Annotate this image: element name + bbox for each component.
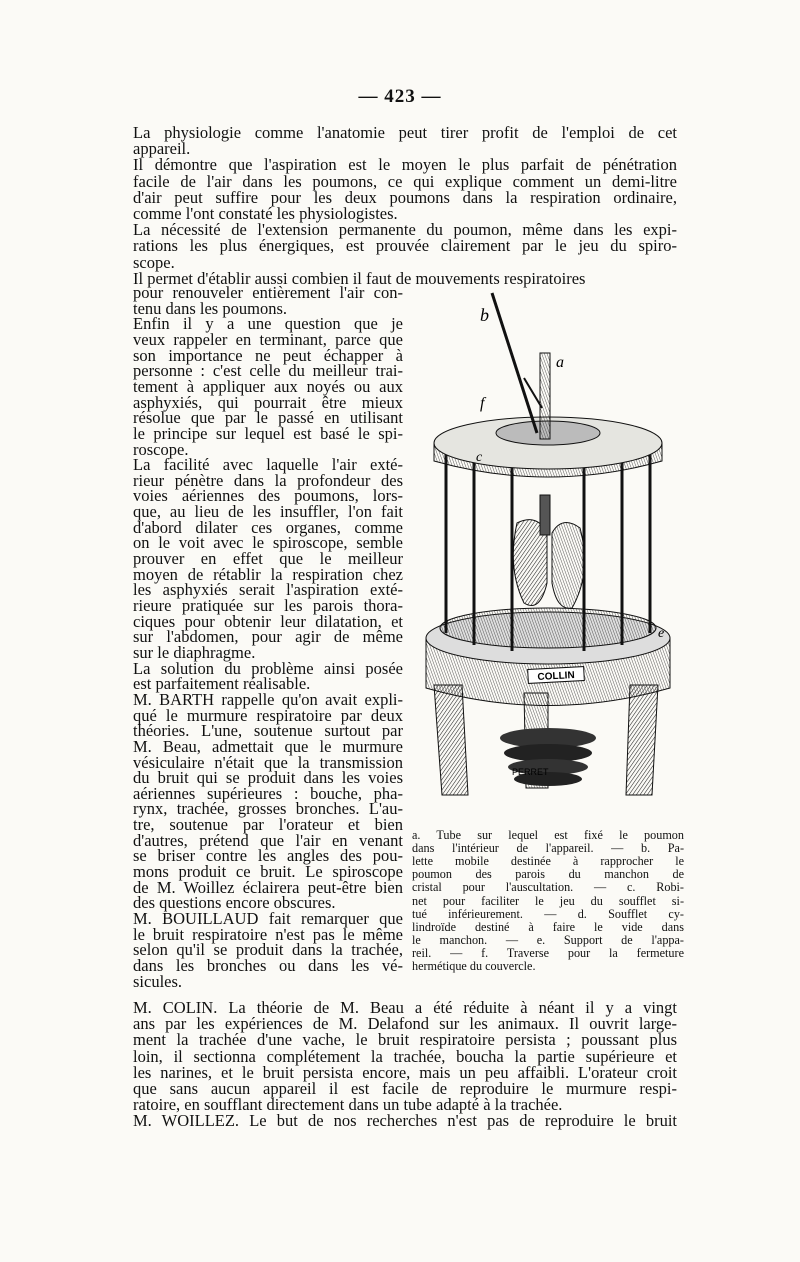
maker-plate: COLLIN — [537, 670, 575, 683]
text-line: d'autres, prétend que l'air en venant — [133, 830, 403, 850]
text-line: voies aériennes des poumons, lors- — [133, 486, 403, 506]
text-line: La facilité avec laquelle l'air exté- — [133, 455, 403, 475]
text-line: Il démontre que l'aspiration est le moyen le plus parfait de pénétration — [133, 155, 677, 175]
text-line: sur l'abdomen, pour agir de même — [133, 627, 403, 647]
text-line: personne : c'est celle du meilleur trai- — [133, 361, 403, 381]
text-line: se briser contre les angles des pou- — [133, 846, 403, 866]
text-line: cristal pour l'auscultation. — c. Robi- — [412, 880, 684, 895]
text-line: théories. L'une, soutenue surtout par — [133, 721, 403, 741]
text-line: ans par les expériences de M. Delafond sur les animaux. Il ouvrit large- — [133, 1014, 677, 1034]
text-line: hermétique du couvercle. — [412, 959, 536, 973]
text-line: lette mobile destinée à rapprocher le — [412, 854, 684, 869]
text-line: résolue que par le passé en utilisant — [133, 408, 403, 428]
text-line: les asphyxiés serait l'aspiration exté- — [133, 580, 403, 600]
text-line: rynx, trachée, grosses bronches. L'au- — [133, 799, 403, 819]
text-line: poumon des parois du manchon de — [412, 867, 684, 882]
text-line: rations les plus énergiques, est prouvée clairement par le jeu du spiro- — [133, 236, 677, 256]
text-line: pour renouveler entièrement l'air con- — [133, 283, 403, 302]
text-line: La physiologie comme l'anatomie peut tirer profit de l'emploi de cet — [133, 123, 677, 142]
text-line: comme l'ont constaté les physiologistes. — [133, 204, 398, 223]
text-line: appareil. — [133, 139, 191, 159]
text-line: facile de l'air dans les poumons, ce qui explique comment un demi-litre — [133, 171, 677, 191]
text-line: tement à appliquer aux noyés ou aux — [133, 376, 403, 396]
text-line: que, au lieu de les insuffler, l'on fait — [133, 502, 403, 522]
text-line: aériennes supérieures : bouche, pha- — [133, 783, 403, 803]
text-line: de M. Woillez éclairera peut-être bien — [133, 877, 403, 897]
label-b: b — [480, 305, 489, 325]
text-line: les narines, et le bruit persista encore, mais un peu affaibli. L'orateur croit — [133, 1062, 677, 1082]
text-line: rieure pratiquée sur les parois thora- — [133, 596, 403, 615]
engraver-signature: PERRET — [512, 767, 549, 777]
text-line: prouver en effet que le meilleur — [133, 549, 403, 569]
text-line: La nécessité de l'extension permanente du poumon, même dans les expi- — [133, 220, 677, 240]
text-line: vésiculaire n'était que la transmission — [133, 752, 403, 772]
text-line: net pour faciliter le jeu du soufflet si- — [412, 893, 684, 908]
text-line: M. BARTH rappelle qu'on avait expli- — [133, 689, 403, 709]
text-line: dans l'intérieur de l'appareil. — b. Pa- — [412, 841, 684, 856]
text-line: du bruit qui se produit dans les voies — [133, 768, 403, 788]
text-line: Il permet d'établir aussi combien il faut de mouvements respiratoires — [133, 268, 586, 288]
text-line: dans les bronches ou dans les vé- — [133, 955, 403, 975]
text-line: le bruit respiratoire n'est pas le même — [133, 924, 403, 944]
text-line: veux rappeler en terminant, parce que — [133, 329, 403, 349]
text-line: tre, soutenue par l'orateur et bien — [133, 815, 403, 835]
text-line: asphyxiés, qui pourrait être mieux — [133, 392, 403, 412]
text-line: le manchon. — e. Support de l'appa- — [412, 932, 684, 947]
text-line: M. WOILLEZ. Le but de nos recherches n'est pas de reproduire le bruit — [133, 1111, 677, 1131]
label-e: e — [658, 626, 665, 641]
text-line: loin, il sectionna complétement la trachée, boucha la partie supérieure et — [133, 1046, 677, 1066]
text-line: on le voit avec le spiroscope, semble — [133, 533, 403, 553]
text-line: roscope. — [133, 439, 189, 459]
text-line: Enfin il y a une question que je — [133, 314, 403, 334]
text-line: rieur pénètre dans la profondeur des — [133, 470, 403, 490]
text-line: La solution du problème ainsi posée — [133, 658, 403, 678]
text-line: mons produit ce bruit. Le spiroscope — [133, 862, 403, 882]
text-line: d'air peut suffire pour les deux poumons dans la respiration ordinaire, — [133, 187, 677, 207]
page-number: — 423 — — [358, 86, 442, 107]
text-line: lindroïde destiné à faire le vide dans — [412, 919, 684, 934]
text-line: qué le murmure respiratoire par deux — [133, 705, 403, 725]
spiroscope-engraving — [412, 283, 684, 823]
text-line: le principe sur lequel est basé le spi- — [133, 423, 403, 443]
text-line: ciques pour obtenir leur dilatation, et — [133, 611, 403, 631]
text-line: son importance ne peut échapper à — [133, 345, 403, 365]
lung-illustration — [513, 495, 584, 608]
text-line: moyen de rétablir la respiration chez — [133, 564, 403, 584]
text-line: est parfaitement réalisable. — [133, 674, 311, 694]
text-line: a. Tube sur lequel est fixé le poumon — [412, 828, 684, 842]
label-f: f — [480, 395, 485, 412]
text-line: ment la trachée d'une vache, le bruit respiratoire persista ; poussant plus — [133, 1030, 677, 1050]
text-line: M. Beau, admettait que le murmure — [133, 736, 403, 756]
text-line: sicules. — [133, 971, 183, 991]
text-line: d'abord dilater ces organes, comme — [133, 517, 403, 537]
text-line: M. BOUILLAUD fait remarquer que — [133, 909, 403, 928]
text-line: tué inférieurement. — d. Soufflet cy- — [412, 906, 684, 921]
text-line: des questions encore obscures. — [133, 893, 336, 913]
text-line: sur le diaphragme. — [133, 642, 256, 662]
text-line: tenu dans les poumons. — [133, 298, 287, 318]
text-line: reil. — f. Traverse pour la fermeture — [412, 945, 684, 960]
label-a: a — [556, 354, 564, 371]
text-line: scope. — [133, 252, 175, 272]
text-line: que sans aucun appareil il est facile de reproduire le murmure respi- — [133, 1079, 677, 1098]
label-c: c — [476, 450, 483, 465]
text-line: selon qu'il se produit dans la trachée, — [133, 940, 403, 960]
text-line: M. COLIN. La théorie de M. Beau a été réduite à néant il y a vingt — [133, 998, 677, 1017]
text-line: ratoire, en soufflant directement dans un tube adapté à la trachée. — [133, 1095, 563, 1115]
